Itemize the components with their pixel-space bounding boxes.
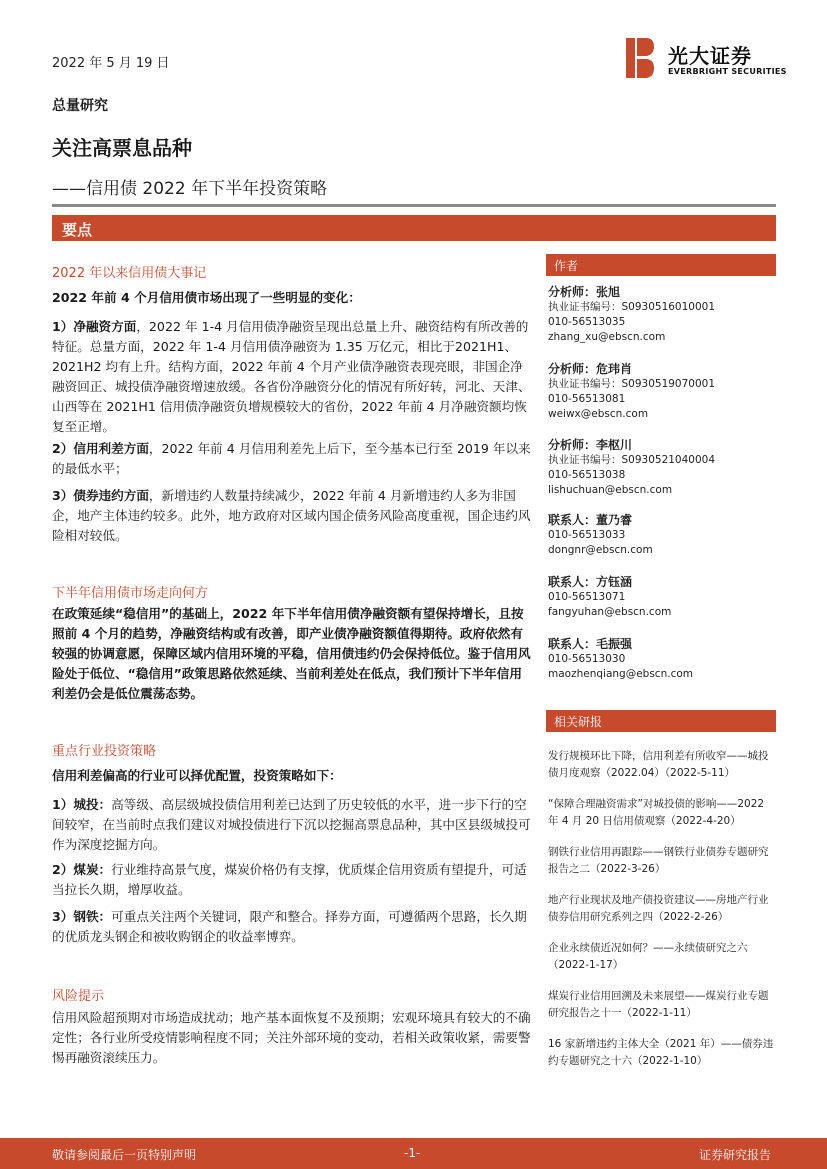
author-phone: 010-56513081 xyxy=(548,393,626,405)
author-email[interactable]: lishuchuan@ebscn.com xyxy=(548,484,673,496)
related-header xyxy=(546,710,776,732)
paragraph-chengtou xyxy=(52,795,534,855)
section-title-risk: 风险提示 xyxy=(52,989,105,1004)
report-date: 2022 年 5 月 19 日 xyxy=(52,56,170,71)
related-report-item[interactable]: 发行规模环比下降，信用利差有所收窄——城投债月度观察（2022.04）（2022-5-11） xyxy=(548,750,769,779)
paragraph-head: 3）债券违约方面 xyxy=(52,488,149,503)
paragraph-coal xyxy=(52,860,534,900)
footer xyxy=(0,1138,827,1169)
contact-block xyxy=(548,637,693,682)
author-block xyxy=(548,362,715,422)
section-title-industry: 重点行业投资策略 xyxy=(52,744,157,759)
authors-header xyxy=(546,254,776,276)
author-block xyxy=(548,438,715,498)
related-report-item[interactable]: “保障合理融资需求”对城投债的影响——2022 年 4 月 20 日信用债观察（2022-4-20） xyxy=(548,798,765,827)
footer-report-type: 证券研究报告 xyxy=(698,1148,771,1162)
contact-phone: 010-56513071 xyxy=(548,591,626,603)
contact-email[interactable]: maozhenqiang@ebscn.com xyxy=(548,668,693,680)
paragraph-default xyxy=(52,486,534,546)
brand-name-en: EVERBRIGHT SECURITIES xyxy=(668,67,787,76)
author-license: 执业证书编号：S0930519070001 xyxy=(548,378,716,390)
section-body-outlook: 在政策延续“稳信用”的基础上，2022 年下半年信用债净融资额有望保持增长，且按照前 4 个月的趋势，净融资结构或有改善，即产业债净融资额值得期待。政府依然有较强的协调意愿，保障区域内信用环境的平稳，信用债违约仍会保持低位。鉴于信用风险处于低位、“稳信用”政策思路依然延续、当前利差处在低点，我们预计下半年信用利差仍会是低位震荡态势。 xyxy=(52,606,531,701)
paragraph-head: 2）煤炭： xyxy=(52,862,112,877)
authors-label: 作者 xyxy=(554,259,579,273)
contact-block xyxy=(548,575,671,620)
contact-role: 联系人：董乃睿 xyxy=(548,513,633,527)
paragraph-body: 可重点关注两个关键词，限产和整合。择券方面，可遵循两个思路，长久期的优质龙头钢企和被收购钢企的收益率博弈。 xyxy=(52,909,527,944)
section-lead-events: 2022 年前 4 个月信用债市场出现了一些明显的变化： xyxy=(52,290,361,305)
paragraph-body: ，2022 年前 4 月信用利差先上后下，至今基本已行至 2019 年以来的最低水平； xyxy=(52,441,531,476)
report-category: 总量研究 xyxy=(52,98,108,114)
contact-role: 联系人：毛振强 xyxy=(548,637,633,651)
section-title-events: 2022 年以来信用债大事记 xyxy=(52,266,207,281)
contact-phone: 010-56513030 xyxy=(548,653,626,665)
author-phone: 010-56513038 xyxy=(548,469,626,481)
contact-block xyxy=(548,513,653,558)
paragraph-head: 2）信用利差方面 xyxy=(52,441,149,456)
author-block xyxy=(548,285,715,345)
related-label: 相关研报 xyxy=(554,715,603,729)
contact-email[interactable]: dongnr@ebscn.com xyxy=(548,544,653,556)
brand-logo xyxy=(626,38,786,84)
page-title: 关注高票息品种 xyxy=(52,136,192,160)
section-body-risk: 信用风险超预期对市场造成扰动；地产基本面恢复不及预期；宏观环境具有较大的不确定性；各行业所受疫情影响程度不同；关注外部环境的变动，若相关政策收紧，需要警惕再融资滚续压力。 xyxy=(52,1010,531,1065)
author-email[interactable]: weiwx@ebscn.com xyxy=(548,408,649,420)
paragraph-head: 3）钢铁： xyxy=(52,909,112,924)
paragraph-net-financing xyxy=(52,317,534,437)
author-phone: 010-56513035 xyxy=(548,316,626,328)
author-email[interactable]: zhang_xu@ebscn.com xyxy=(548,331,666,343)
paragraph-credit-spread xyxy=(52,439,534,479)
paragraph-body: 行业维持高景气度，煤炭价格仍有支撑，优质煤企信用资质有望提升，可适当拉长久期，增厚收益。 xyxy=(52,862,527,897)
related-report-item[interactable]: 16 家新增违约主体大全（2021 年）——债券违约专题研究之十六（2022-1-10） xyxy=(548,1038,774,1067)
everbright-logo-icon xyxy=(626,38,654,78)
author-role: 分析师：危玮肖 xyxy=(548,362,633,376)
key-points-bar xyxy=(52,215,776,241)
section-lead-industry: 信用利差偏高的行业可以择优配置，投资策略如下： xyxy=(52,768,342,783)
paragraph-head: 1）净融资方面 xyxy=(52,319,137,334)
brand-name-cn: 光大证券 xyxy=(668,44,752,68)
contact-role: 联系人：方钰涵 xyxy=(548,575,633,589)
paragraph-body: 高等级、高层级城投债信用利差已达到了历史较低的水平，进一步下行的空间较窄，在当前时点我们建议对城投债进行下沉以挖掘高票息品种，其中区县级城投可作为深度挖掘方向。 xyxy=(52,797,531,852)
related-report-item[interactable]: 煤炭行业信用回溯及未来展望——煤炭行业专题研究报告之十一（2022-1-11） xyxy=(548,990,769,1019)
author-role: 分析师：李枢川 xyxy=(548,438,633,452)
page-subtitle: ——信用债 2022 年下半年投资策略 xyxy=(52,179,328,199)
author-license: 执业证书编号：S0930516010001 xyxy=(548,301,716,313)
contact-phone: 010-56513033 xyxy=(548,529,626,541)
related-report-item[interactable]: 地产行业现状及地产债投资建议——房地产行业债券信用研究系列之四（2022-2-26） xyxy=(548,894,769,923)
key-points-label: 要点 xyxy=(62,221,93,239)
page-number: -1- xyxy=(404,1146,421,1160)
paragraph-head: 1）城投： xyxy=(52,797,112,812)
footer-disclaimer: 敬请参阅最后一页特别声明 xyxy=(52,1148,197,1162)
contact-email[interactable]: fangyuhan@ebscn.com xyxy=(548,606,672,618)
section-title-outlook: 下半年信用债市场走向何方 xyxy=(52,586,209,601)
related-report-item[interactable]: 企业永续债近况如何？——永续债研究之六（2022-1-17） xyxy=(548,942,748,971)
author-role: 分析师：张旭 xyxy=(548,285,621,299)
author-license: 执业证书编号：S0930521040004 xyxy=(548,454,716,466)
paragraph-body: ，2022 年 1-4 月信用债净融资呈现出总量上升、融资结构有所改善的特征。总量方面，2022 年 1-4 月信用债净融资为 1.35 万亿元，相比于2021H1、2021H2 均有上升。结构方面，2022 年前 4 个月产业债净融资表现亮眼，非国企净融资回正、城投债净融资增速放缓。各省份净融资分化的情况有所好转，河北、天津、山西等在 2021H1 信用债净融资负增规模较大的省份，2022 年前 4 月净融资额均恢复至正增。 xyxy=(52,319,531,434)
paragraph-body: ，新增违约人数量持续减少，2022 年前 4 月新增违约人多为非国企，地产主体违约较多。此外，地方政府对区域内国企债务风险高度重视，国企违约风险相对较低。 xyxy=(52,488,531,543)
related-report-item[interactable]: 钢铁行业信用再跟踪——钢铁行业债券专题研究报告之二（2022-3-26） xyxy=(548,846,769,875)
header-divider xyxy=(52,204,776,207)
paragraph-steel xyxy=(52,907,534,947)
